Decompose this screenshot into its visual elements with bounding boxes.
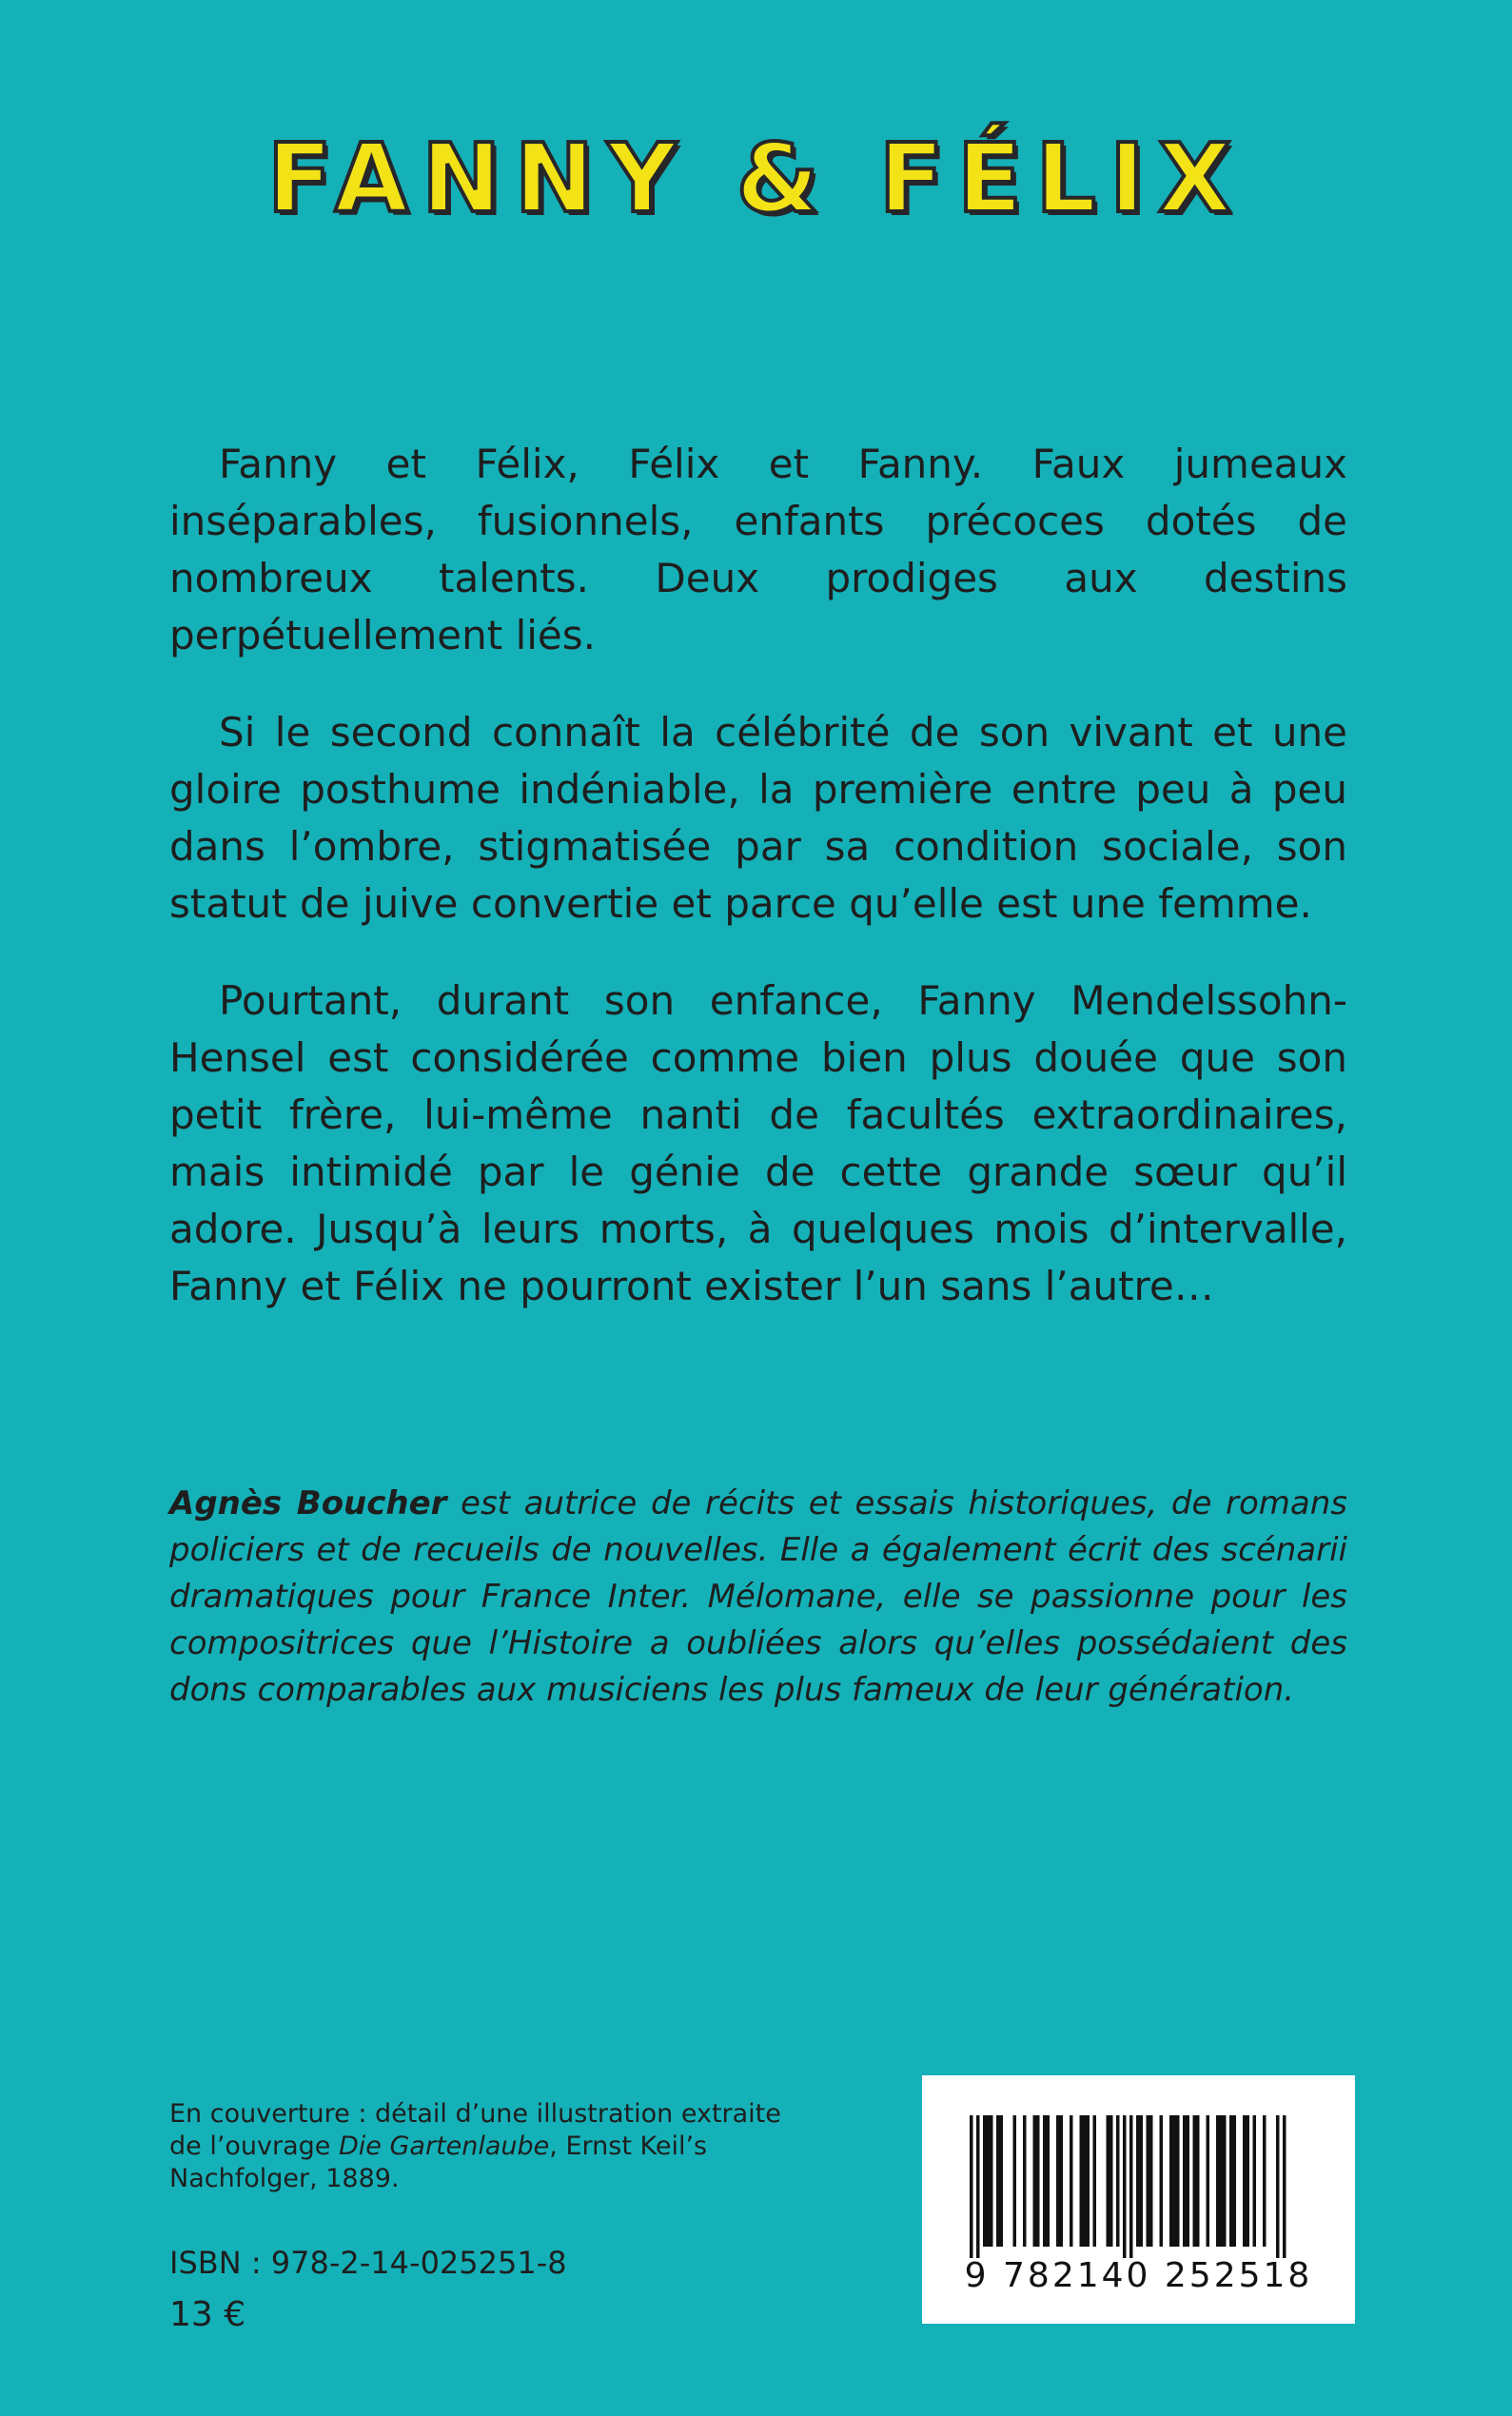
barcode-bar: [983, 2115, 987, 2247]
price: 13 €: [169, 2295, 246, 2334]
barcode-bar: [1109, 2115, 1113, 2247]
barcode-bar: [1123, 2115, 1127, 2258]
barcode-bar: [996, 2115, 1000, 2247]
barcode-bar: [1169, 2115, 1173, 2247]
barcode-bar: [1070, 2115, 1073, 2247]
barcode-bar: [1283, 2115, 1286, 2258]
barcode-bar: [1160, 2115, 1164, 2247]
barcode-bar: [1036, 2115, 1040, 2247]
barcode: [922, 2075, 1355, 2324]
barcode-bar: [1243, 2115, 1247, 2247]
barcode-bar: [1149, 2115, 1153, 2247]
barcode-bar: [1060, 2115, 1064, 2247]
barcode-bar: [1129, 2115, 1133, 2258]
barcode-bars: [970, 2115, 1307, 2258]
book-title: FANNY & FÉLIX: [266, 123, 1246, 234]
barcode-bar: [1220, 2115, 1224, 2247]
barcode-bar: [990, 2115, 993, 2247]
barcode-bar: [1000, 2115, 1004, 2247]
barcode-bar: [1276, 2115, 1280, 2258]
barcode-bar: [1263, 2115, 1267, 2247]
barcode-bar: [1116, 2115, 1120, 2247]
synopsis-paragraph-2: Si le second connaît la célébrité de son vivant et une gloire posthume indéniable, la première entre peu à peu dans l’ombre, stigmatisée par sa condition sociale, son statut de juive convertie et parce qu’elle est une femme.: [169, 709, 1347, 927]
barcode-bar: [1173, 2115, 1177, 2247]
barcode-bar: [1080, 2115, 1084, 2247]
barcode-bar: [1043, 2115, 1047, 2247]
barcode-bar: [1023, 2115, 1027, 2247]
synopsis: [169, 436, 1347, 1355]
cover-credit: [169, 2098, 816, 2195]
barcode-bar: [1147, 2115, 1150, 2247]
barcode-bar: [1253, 2115, 1257, 2247]
barcode-bar: [1233, 2115, 1237, 2247]
barcode-bar: [1093, 2115, 1097, 2247]
barcode-bar: [970, 2115, 973, 2258]
barcode-bar: [1216, 2115, 1220, 2247]
barcode-bar: [1247, 2115, 1250, 2247]
barcode-bar: [1207, 2115, 1210, 2247]
isbn: ISBN : 978-2-14-025251-8: [169, 2245, 567, 2281]
barcode-bar: [1196, 2115, 1200, 2247]
author-name: Agnès Boucher: [169, 1484, 447, 1522]
barcode-bar: [1083, 2115, 1087, 2247]
cover-credit-suffix: , Ernst Keil’s Nachfolger, 1889.: [169, 2131, 708, 2193]
cover-credit-work: Die Gartenlaube: [339, 2131, 550, 2161]
author-bio: [169, 1481, 1347, 1714]
barcode-bar: [1183, 2115, 1187, 2247]
barcode-bar: [1223, 2115, 1227, 2247]
synopsis-paragraph-1: Fanny et Félix, Félix et Fanny. Faux jumeaux inséparables, fusionnels, enfants précoces dotés de nombreux talents. Deux prodiges aux destins perpétuellement liés.: [169, 441, 1347, 658]
cover-credit-prefix: En couverture : détail d’une illustration extraite de l’ouvrage: [169, 2099, 781, 2161]
barcode-bar: [1187, 2115, 1190, 2247]
barcode-bar: [1136, 2115, 1140, 2247]
barcode-bar: [987, 2115, 991, 2247]
barcode-bar: [1087, 2115, 1090, 2247]
barcode-bar: [1056, 2115, 1060, 2247]
barcode-bar: [1229, 2115, 1233, 2247]
barcode-bar: [1176, 2115, 1180, 2247]
barcode-digits: 9 782140 252518: [964, 2256, 1313, 2295]
barcode-bar: [1047, 2115, 1051, 2247]
barcode-bar: [1033, 2115, 1037, 2247]
barcode-bar: [1140, 2115, 1144, 2247]
barcode-bar: [1013, 2115, 1017, 2247]
barcode-bar: [1107, 2115, 1110, 2247]
barcode-bar: [976, 2115, 980, 2258]
synopsis-paragraph-3: Pourtant, durant son enfance, Fanny Mendelssohn-Hensel est considérée comme bien plus douée que son petit frère, lui-même nanti de facultés extraordinaires, mais intimidé par le génie de cette grande sœur qu’il adore. Jusqu’à leurs morts, à quelques mois d’intervalle, Fanny et Félix ne pourront exister l’un sans l’autre…: [169, 977, 1347, 1309]
author-bio-text: est autrice de récits et essais historiques, de romans policiers et de recueils de nouvelles. Elle a également écrit des scénarii dramatiques pour France Inter. Mélomane, elle se passionne pour les compositrices que l’Histoire a oubliées alors qu’elles possédaient des dons comparables aux musiciens les plus fameux de leur génération.: [169, 1484, 1348, 1709]
barcode-bar: [1193, 2115, 1197, 2247]
